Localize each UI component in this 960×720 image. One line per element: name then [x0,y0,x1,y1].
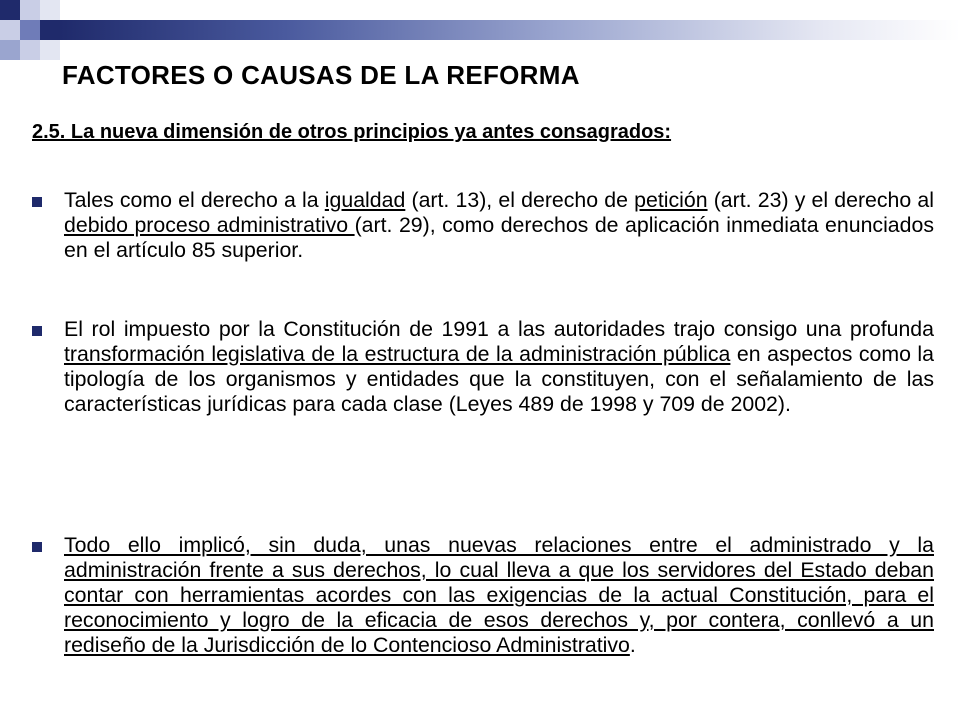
bullet-marker [32,197,42,207]
paragraph-text: en aspectos como la tipología de los organismos y entidades que la constituyen, con el señalamiento de las características jurídicas para cada clase (Leyes 489 de 1998 y 709 de 2002). [64,342,934,416]
bullet-marker [32,326,42,336]
bullet-paragraph [64,188,934,263]
bullet-marker [32,542,42,552]
corner-square-dark [40,20,60,40]
corner-square-dark [0,0,20,20]
corner-square-mid [20,20,40,40]
corner-square-light [0,20,20,40]
corner-square-mid [0,40,20,60]
section-subtitle: 2.5. La nueva dimensión de otros principios ya antes consagrados: [32,121,672,143]
underlined-text: transformación legislativa de la estructura de la administración pública [64,342,731,366]
underlined-text: igualdad [324,188,406,212]
bullet-paragraph [64,317,934,417]
paragraph-text: (art. 29), como derechos de aplicación inmediata enunciados en el artículo 85 superior. [64,213,934,262]
underlined-text: petición [634,188,708,212]
corner-square-light [40,0,60,20]
corner-square-light [20,0,40,20]
corner-square-light [20,40,40,60]
corner-square-light [40,40,60,60]
bullet-paragraph [64,533,934,658]
paragraph-text: . [629,633,636,657]
paragraph-text: (art. 13), el derecho de [405,188,635,212]
header-gradient-bar [60,20,960,40]
paragraph-text: Tales como el derecho a la [64,188,325,212]
paragraph-text: El rol impuesto por la Constitución de 1991 a las autoridades trajo consigo una profunda [64,317,934,341]
underlined-text: Todo ello implicó, sin duda, unas nuevas relaciones entre el administrado y la administración frente a sus derechos, lo cual lleva a que los servidores del Estado deban contar con herramientas acordes con las exigencias de la actual Constitución, para el reconocimiento y logro de la eficacia de esos derechos y, por contera, conllevó a un rediseño de la Jurisdicción de lo Contencioso Administrativo [64,533,934,657]
slide-title: FACTORES O CAUSAS DE LA REFORMA [62,60,580,90]
paragraph-text: (art. 23) y el derecho al [707,188,934,212]
underlined-text: debido proceso administrativo [64,213,355,237]
